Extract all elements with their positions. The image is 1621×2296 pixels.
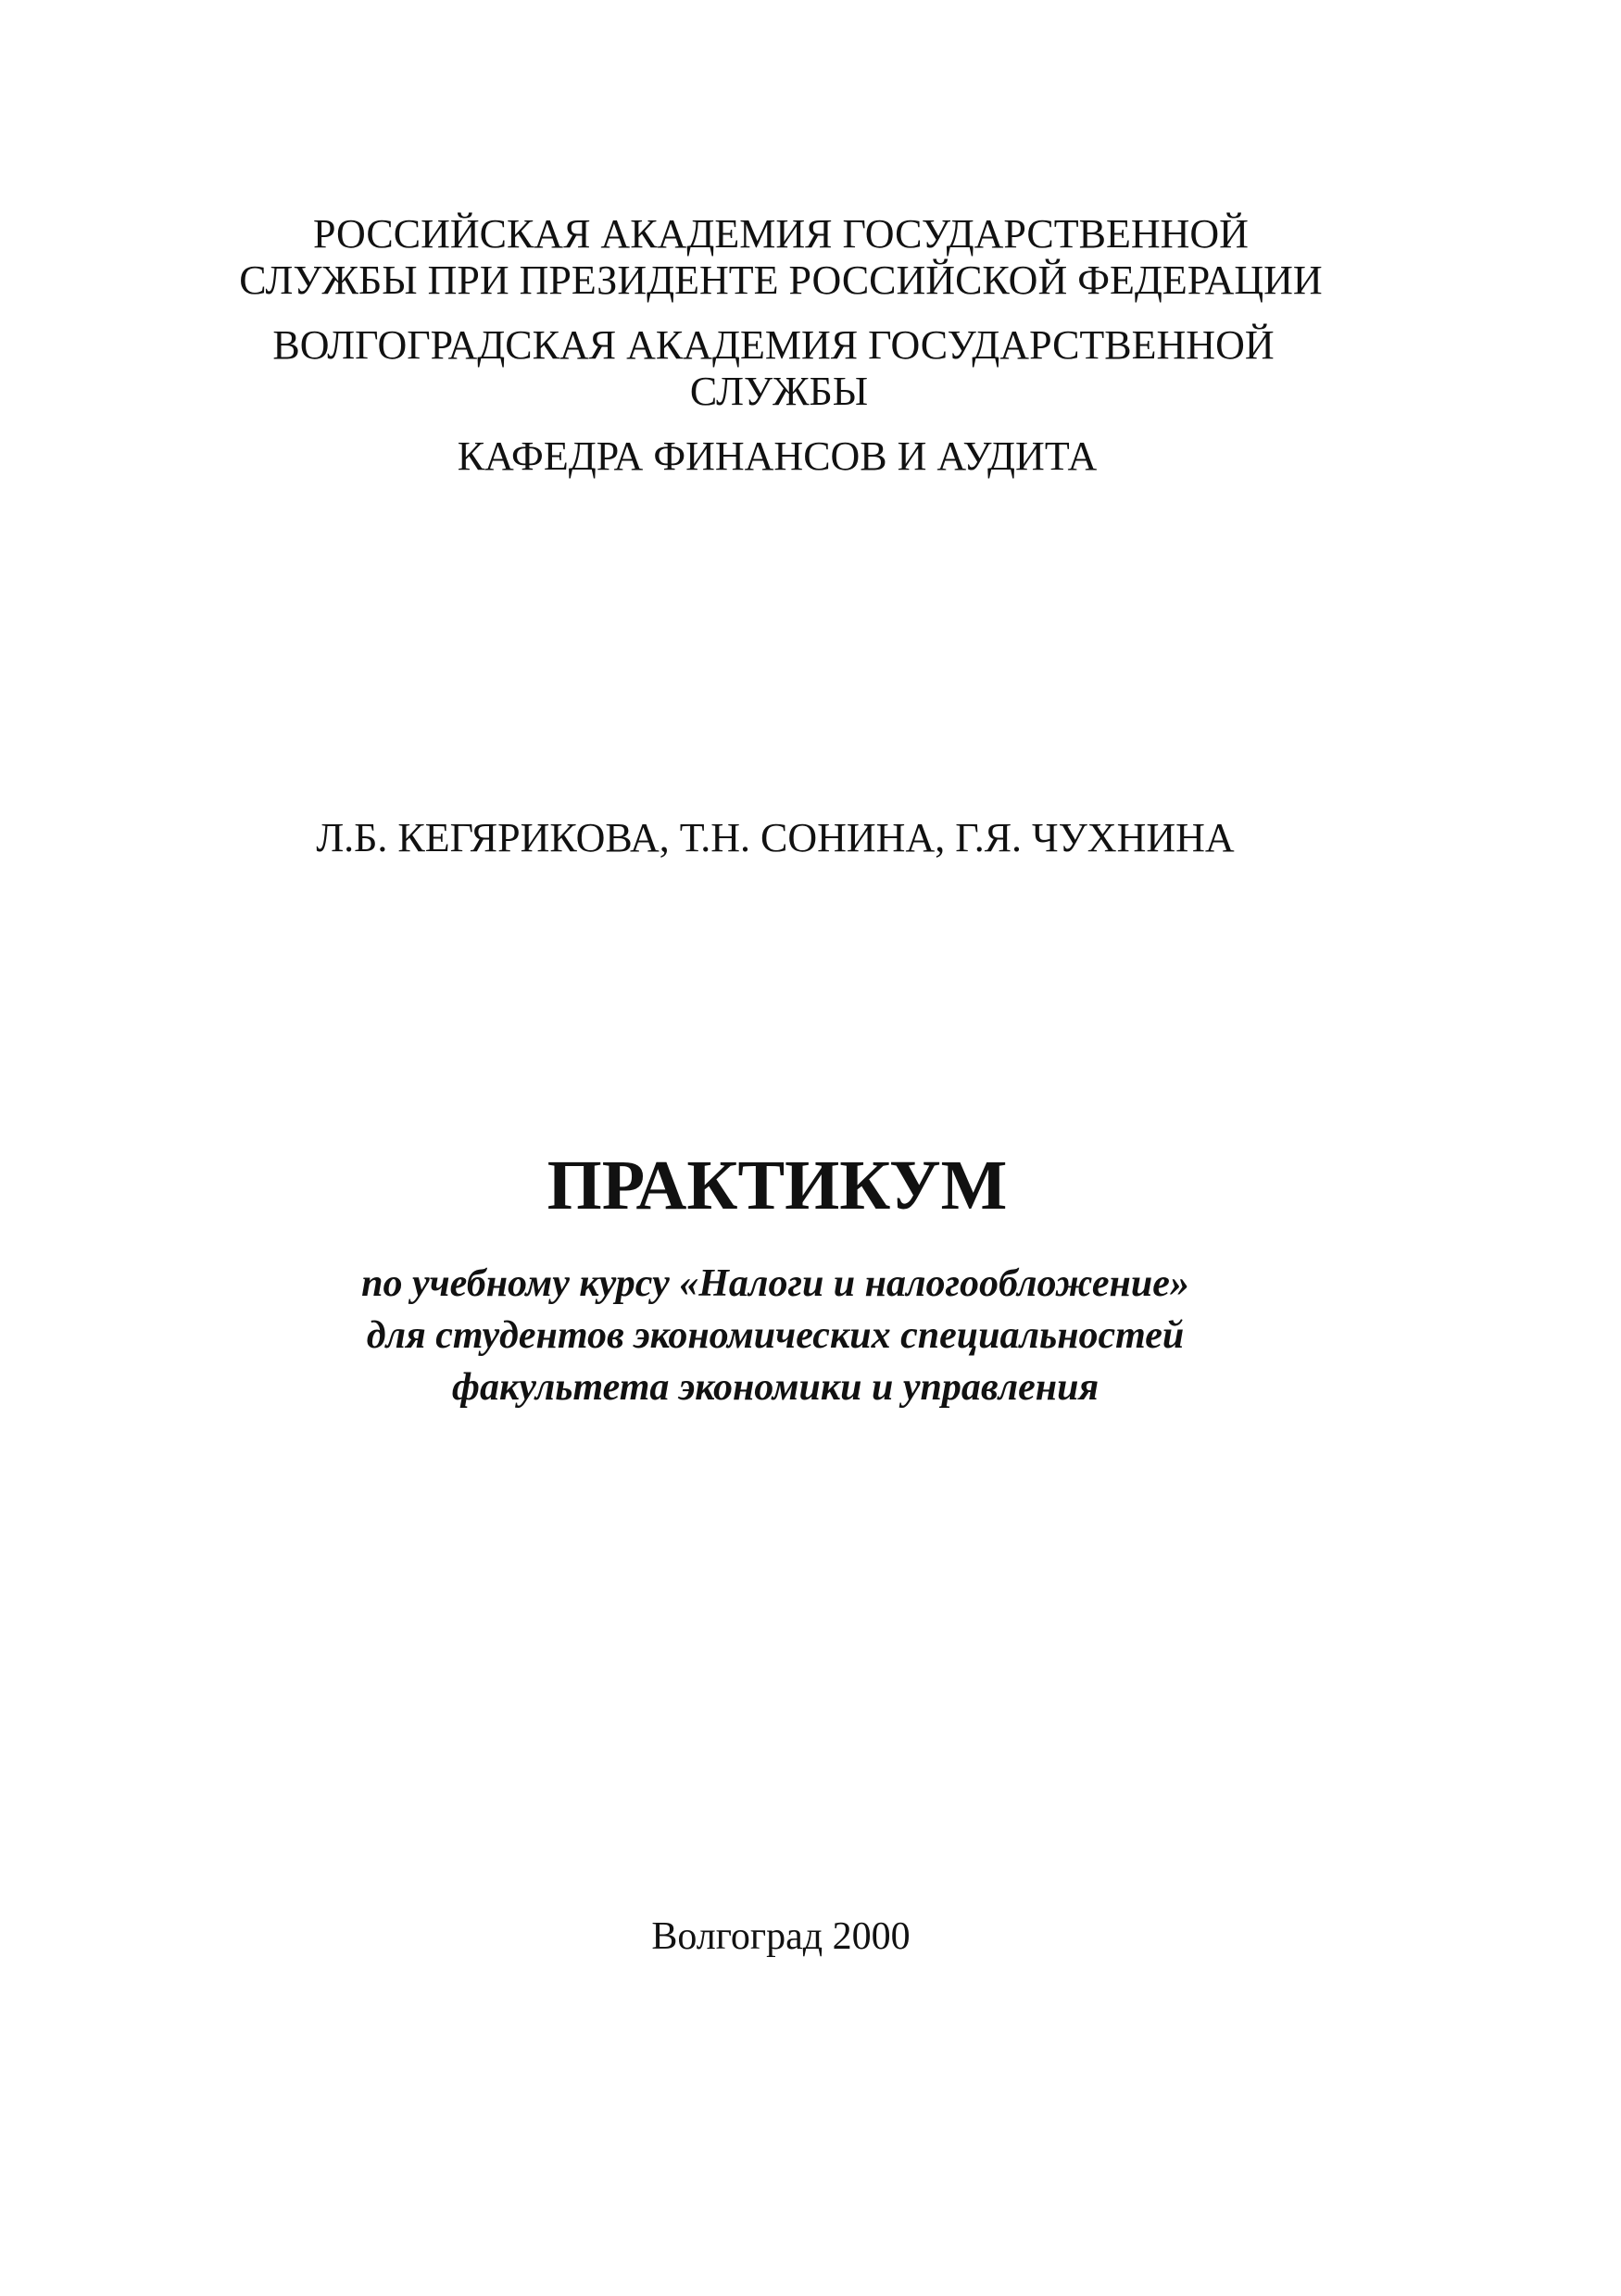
city-year-text: Волгоград 2000: [651, 1915, 911, 1958]
document-title-text: ПРАКТИКУМ: [547, 1147, 1008, 1224]
spacer: [0, 304, 1621, 322]
institution-line-4: СЛУЖБЫ: [689, 369, 869, 414]
institution-line-1: РОССИЙСКАЯ АКАДЕМИЯ ГОСУДАРСТВЕННОЙ: [313, 211, 1249, 257]
department-name: КАФЕДРА ФИНАНСОВ И АУДИТА: [457, 433, 1098, 479]
authors-line: [0, 815, 1621, 861]
subtitle-line-2: для студентов экономических специальностей: [366, 1314, 1185, 1357]
institution-line-3: ВОЛГОГРАДСКАЯ АКАДЕМИЯ ГОСУДАРСТВЕННОЙ: [272, 322, 1275, 368]
document-subtitle: [0, 1258, 1621, 1413]
publication-place-year: [0, 1913, 1621, 1960]
institution-line-2: СЛУЖБЫ ПРИ ПРЕЗИДЕНТЕ РОССИЙСКОЙ ФЕДЕРАЦИИ: [239, 257, 1323, 303]
spacer: [0, 415, 1621, 433]
institution-header: [0, 211, 1621, 480]
subtitle-line-3: факультета экономики и управления: [451, 1366, 1100, 1409]
authors-text: Л.Б. КЕГЯРИКОВА, Т.Н. СОНИНА, Г.Я. ЧУХНИНА: [316, 815, 1235, 860]
document-title: [0, 1147, 1621, 1224]
subtitle-line-1: по учебному курсу «Налоги и налогообложение»: [361, 1262, 1189, 1305]
